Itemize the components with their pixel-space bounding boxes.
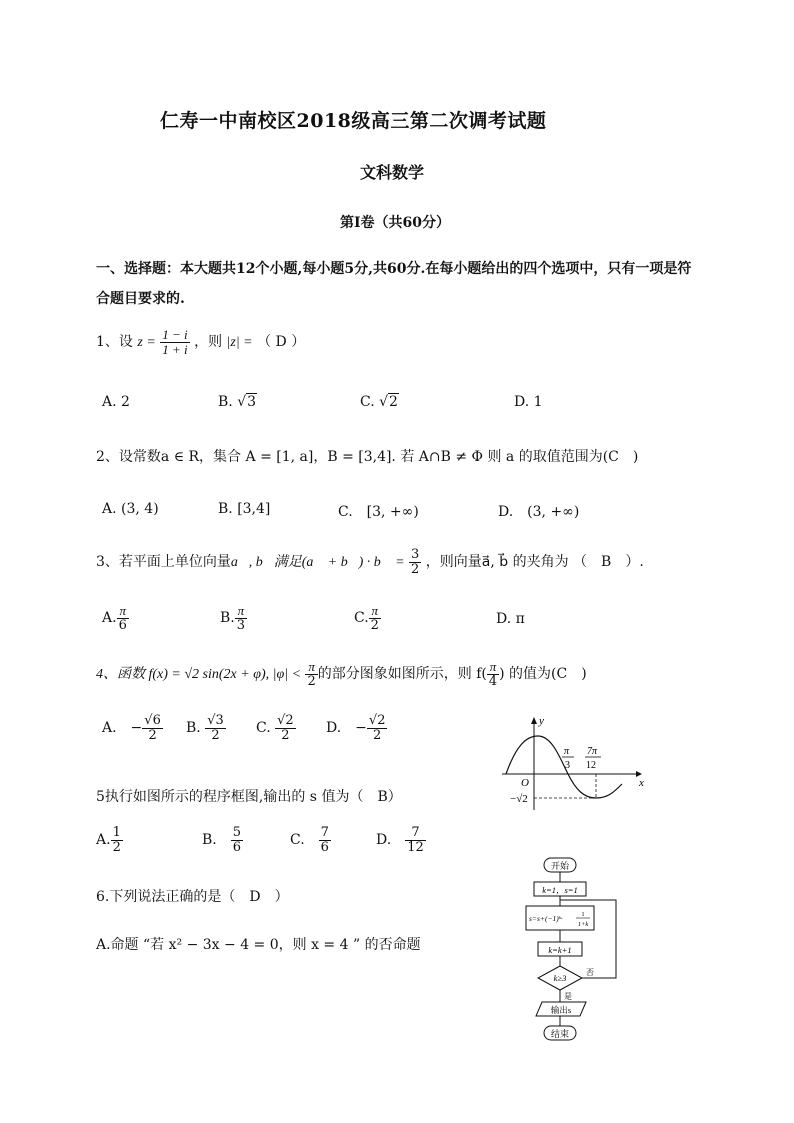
q5-option-b <box>202 826 243 854</box>
q4-d-frac <box>367 714 388 742</box>
q5-option-c <box>290 826 331 854</box>
q1-mid: ，则 <box>194 334 223 351</box>
q4-option-c <box>256 714 296 742</box>
q1-option-c-label: C. <box>360 394 375 410</box>
q1-z: z = <box>137 335 156 351</box>
question-5: 5执行如图所示的程序框图,输出的 s 值为（ B） <box>96 789 402 805</box>
section-instruction-line2: 合题目要求的. <box>96 291 185 307</box>
q4-a-num: √6 <box>144 713 161 728</box>
flow-inc-label: k=k+1 <box>548 945 572 955</box>
q4-arg-fraction <box>487 660 499 688</box>
q1-abs: |z| = <box>226 335 253 351</box>
y-axis-arrow <box>531 717 537 724</box>
q4-a-frac <box>142 714 163 742</box>
q3-option-d: D. π <box>496 611 525 627</box>
q4-b-den: 2 <box>211 727 220 743</box>
flow-output-label: 输出s <box>550 1005 572 1015</box>
q3-a-num: π <box>117 604 129 619</box>
q4-option-a <box>102 714 163 742</box>
q5-a-label: A. <box>96 832 111 849</box>
q2-option-d: D. (3, +∞) <box>498 504 580 520</box>
q1-option-d: D. 1 <box>514 394 543 410</box>
q5-c-label: C. <box>290 832 305 849</box>
flow-update-num: 1 <box>581 911 585 918</box>
q4-b-label: B. <box>186 720 201 737</box>
q3-b-den: 3 <box>236 617 246 633</box>
q3-num: 3 <box>411 547 420 562</box>
question-1 <box>96 328 305 356</box>
tick2-den: 12 <box>586 760 596 771</box>
q3-c-label: C. <box>354 610 369 627</box>
q1-den: 1 + i <box>162 341 188 357</box>
q3-den: 2 <box>411 561 420 577</box>
q3-fraction <box>409 548 421 576</box>
q4-arg-num: π <box>487 660 499 675</box>
tick1-num: π <box>564 746 570 757</box>
q3-option-b <box>220 604 247 632</box>
origin-label: O <box>521 777 529 789</box>
q3-b-num: π <box>235 604 247 619</box>
q5-c-num: 7 <box>320 825 329 840</box>
q4-option-d <box>326 714 387 742</box>
q1-option-c: C. √2 <box>360 394 398 410</box>
q4-c-label: C. <box>256 720 271 737</box>
q4-sine-graph <box>496 712 646 812</box>
q3-suffix: ，则向量a⃗, b⃗ 的夹角为 （ B ）. <box>425 554 644 571</box>
q5-option-d <box>376 826 426 854</box>
q2-option-b: B. [3,4] <box>218 501 271 517</box>
q1-prefix: 1、设 <box>96 334 133 351</box>
q1-answer: （ D ） <box>257 334 306 351</box>
q4-d-label: D. − <box>326 720 367 737</box>
q5-b-label: B. <box>202 832 217 849</box>
q3-vectors: a⃗, b⃗ <box>230 555 274 571</box>
q5-flowchart <box>520 856 630 1044</box>
q1-option-b: B. √3 <box>218 394 257 410</box>
q5-c-frac <box>319 826 331 854</box>
flow-yes-label: 是 <box>564 992 572 1001</box>
flow-init-label: k=1，s=1 <box>542 885 578 895</box>
flow-cond-label: k≥3 <box>553 973 567 983</box>
q4-num: π <box>305 660 317 675</box>
exam-title: 仁寿一中南校区2018级高三第二次调考试题 <box>160 110 547 132</box>
q4-d-den: 2 <box>373 727 382 743</box>
tick2-num: 7π <box>587 746 598 757</box>
q5-a-num: 1 <box>112 825 121 840</box>
q4-mid: 的部分图象如图所示，则 f( <box>317 666 487 683</box>
q1-num: 1 − i <box>162 327 188 342</box>
q4-b-frac <box>205 714 226 742</box>
flow-start-label: 开始 <box>550 861 570 871</box>
q5-a-frac <box>111 826 123 854</box>
q5-option-a <box>96 826 123 854</box>
q5-c-den: 6 <box>320 839 329 855</box>
q1-option-a: A. 2 <box>102 394 130 410</box>
volume-title: 第Ⅰ卷（共60分） <box>340 215 451 231</box>
flow-update-den: 1+k <box>577 921 589 928</box>
q3-c-frac <box>369 604 381 632</box>
q3-option-a <box>102 604 129 632</box>
q1-option-b-label: B. <box>218 394 233 410</box>
q3-c-num: π <box>369 604 381 619</box>
q3-c-den: 2 <box>370 617 379 633</box>
q5-d-num: 7 <box>405 826 426 841</box>
tick1-den: 3 <box>565 760 570 771</box>
question-3 <box>96 548 644 576</box>
q3-condition: 满足(a⃗ + b⃗) · b⃗ = <box>273 555 405 571</box>
question-6: 6.下列说法正确的是（ D ） <box>96 889 289 905</box>
q5-b-den: 6 <box>232 839 242 855</box>
q5-d-label: D. <box>376 832 392 849</box>
flow-end-label: 结束 <box>550 1029 570 1039</box>
subject-title: 文科数学 <box>360 163 425 182</box>
q5-a-den: 2 <box>112 839 121 855</box>
question-2: 2、设常数a ∈ R，集合 A = [1, a]，B = [3,4]. 若 A∩B ≠ Φ 则 a 的取值范围为(C ) <box>96 449 639 465</box>
q3-option-c <box>354 604 381 632</box>
q1-option-c-value: 2 <box>389 394 398 410</box>
q4-arg-den: 4 <box>488 673 498 689</box>
q4-c-num: √2 <box>277 713 294 728</box>
ymin-label: −√2 <box>510 793 528 805</box>
q5-b-frac <box>231 826 243 854</box>
q4-den: 2 <box>307 673 316 689</box>
section-instruction-line1: 一、选择题：本大题共12个小题,每小题5分,共60分.在每小题给出的四个选项中，只有一项是符 <box>96 261 692 277</box>
q1-option-b-value: 3 <box>247 394 257 410</box>
q1-fraction <box>160 328 189 356</box>
q4-prefix: 4、函数 f(x) = √2 sin(2x + φ), |φ| < <box>96 667 302 683</box>
q4-option-b <box>186 714 226 742</box>
q5-d-den: 12 <box>407 839 424 855</box>
q4-suffix: ) 的值为(C ) <box>499 666 587 683</box>
flow-update-label: s=s+(−1)ᵏ· <box>529 914 563 923</box>
q3-a-label: A. <box>102 610 117 627</box>
q2-option-a: A. (3, 4) <box>102 501 159 517</box>
y-label: y <box>539 715 544 727</box>
q3-b-frac <box>235 604 247 632</box>
q3-b-label: B. <box>220 610 235 627</box>
q4-c-frac <box>275 714 296 742</box>
q2-option-c: C. [3, +∞) <box>338 504 419 520</box>
q3-a-den: 6 <box>118 617 127 633</box>
question-4 <box>96 660 587 688</box>
flow-no-label: 否 <box>586 968 594 977</box>
q4-a-label: A. − <box>102 720 143 737</box>
q5-b-num: 5 <box>232 825 242 840</box>
x-label: x <box>639 777 644 789</box>
q3-a-frac <box>117 604 129 632</box>
q4-d-num: √2 <box>368 713 386 728</box>
q5-d-frac <box>405 826 426 854</box>
q4-b-num: √3 <box>207 713 224 728</box>
q4-fraction <box>305 660 317 688</box>
q6-option-a: A.命题 “若 x² − 3x − 4 = 0，则 x = 4 ” 的否命题 <box>96 937 421 953</box>
q4-c-den: 2 <box>281 727 290 743</box>
q4-a-den: 2 <box>148 727 157 743</box>
q3-prefix: 3、若平面上单位向量 <box>96 554 231 571</box>
